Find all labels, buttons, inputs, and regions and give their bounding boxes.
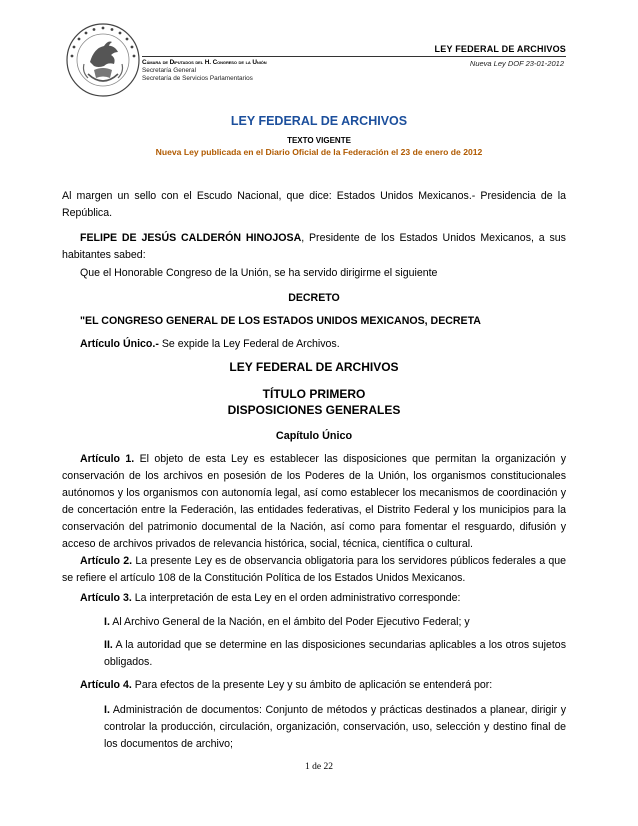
articulo-4 — [62, 677, 566, 694]
paragraph-text: Se expide la Ley Federal de Archivos. — [158, 338, 340, 350]
paragraph-congreso-intro — [62, 265, 566, 282]
paragraph-text: "EL CONGRESO GENERAL DE LOS ESTADOS UNIDOS MEXICANOS, DECRETA — [80, 315, 481, 327]
paragraph-text: , Presidente de los Estados Unidos Mexicanos, a sus habitantes sabed: — [62, 232, 566, 261]
capitulo-unico: Capítulo Único — [275, 430, 353, 442]
articulo-3-fraccion-i — [104, 614, 566, 631]
main-title: LEY FEDERAL DE ARCHIVOS — [230, 114, 408, 128]
article-label: Artículo 4. — [80, 679, 132, 691]
articulo-2 — [62, 553, 566, 587]
paragraph-text: Que el Honorable Congreso de la Unión, se ha servido dirigirme el siguiente — [80, 267, 438, 279]
article-label: Artículo 2. — [80, 555, 133, 567]
paragraph-text: Para efectos de la presente Ley y su ámbito de aplicación se entenderá por: — [131, 679, 493, 691]
paragraph-president — [62, 230, 566, 264]
header-rule — [142, 56, 566, 57]
articulo-3-fraccion-ii — [104, 637, 566, 671]
paragraph-text: La presente Ley es de observancia obligatoria para los servidores públicos federales a que se refiere el artículo 108 de la Constitución Política de los Estados Unidos Mexicanos. — [62, 555, 566, 584]
mexican-coat-of-arms-seal-icon — [64, 22, 142, 98]
articulo-3 — [62, 590, 566, 607]
paragraph-text: Administración de documentos: Conjunto de métodos y prácticas destinados a planear, dirigir y controlar la producción, circulación, organización, conservación, uso, selección y destino final de los documentos de archivo; — [104, 704, 566, 750]
fraction-label: I. — [104, 616, 110, 628]
article-label: Artículo 3. — [80, 592, 132, 604]
header-doc-title: LEY FEDERAL DE ARCHIVOS — [434, 44, 566, 54]
congreso-decreta — [62, 313, 566, 330]
header-doc-reference: Nueva Ley DOF 23-01-2012 — [469, 59, 564, 68]
paragraph-text: Al margen un sello con el Escudo Nacional, que dice: Estados Unidos Mexicanos.- Presidencia de la República. — [62, 190, 566, 219]
paragraph-text: La interpretación de esta Ley en el orden administrativo corresponde: — [131, 592, 461, 604]
decreto-heading: DECRETO — [288, 292, 340, 304]
paragraph-text: Al Archivo General de la Nación, en el ámbito del Poder Ejecutivo Federal; y — [109, 616, 470, 628]
header-servicios-parlamentarios: Secretaría de Servicios Parlamentarios — [142, 75, 253, 82]
president-name: FELIPE DE JESÚS CALDERÓN HINOJOSA — [80, 232, 302, 244]
fraction-label: I. — [104, 704, 110, 716]
publication-note: Nueva Ley publicada en el Diario Oficial de la Federación el 23 de enero de 2012 — [155, 147, 483, 157]
header-secretaria-general: Secretaría General — [142, 67, 196, 74]
article-label: Artículo 1. — [80, 453, 135, 465]
paragraph-text: A la autoridad que se determine en las disposiciones secundarias aplicables a los otros sujetos obligados. — [104, 639, 566, 668]
fraction-label: II. — [104, 639, 113, 651]
paragraph-margin-seal — [62, 188, 566, 222]
ley-title: LEY FEDERAL DE ARCHIVOS — [229, 360, 399, 374]
articulo-4-fraccion-i — [104, 702, 566, 753]
articulo-unico — [62, 336, 566, 353]
paragraph-text: El objeto de esta Ley es establecer las disposiciones que permitan la organización y conservación de los archivos en posesión de los Poderes de la Unión, los organismos constitucionales autónomos y los organismos con autonomía legal, así como establecer los mecanismos de coordinación y de concertación entre la Federación, las entidades federativas, el Distrito Federal y los municipios para la conservación del patrimonio documental de la Nación, así como para fomentar el resguardo, difusión y acceso de archivos privados de relevancia histórica, social, técnica, científica o cultural. — [62, 453, 566, 550]
disposiciones-generales: DISPOSICIONES GENERALES — [227, 403, 401, 417]
header-chamber: Cámara de Diputados del H. Congreso de la Unión — [142, 59, 267, 66]
texto-vigente: TEXTO VIGENTE — [287, 136, 351, 145]
page-number: 1 de 22 — [305, 762, 333, 772]
titulo-primero: TÍTULO PRIMERO — [262, 387, 366, 401]
articulo-1 — [62, 451, 566, 553]
article-label: Artículo Único.- — [80, 338, 159, 350]
